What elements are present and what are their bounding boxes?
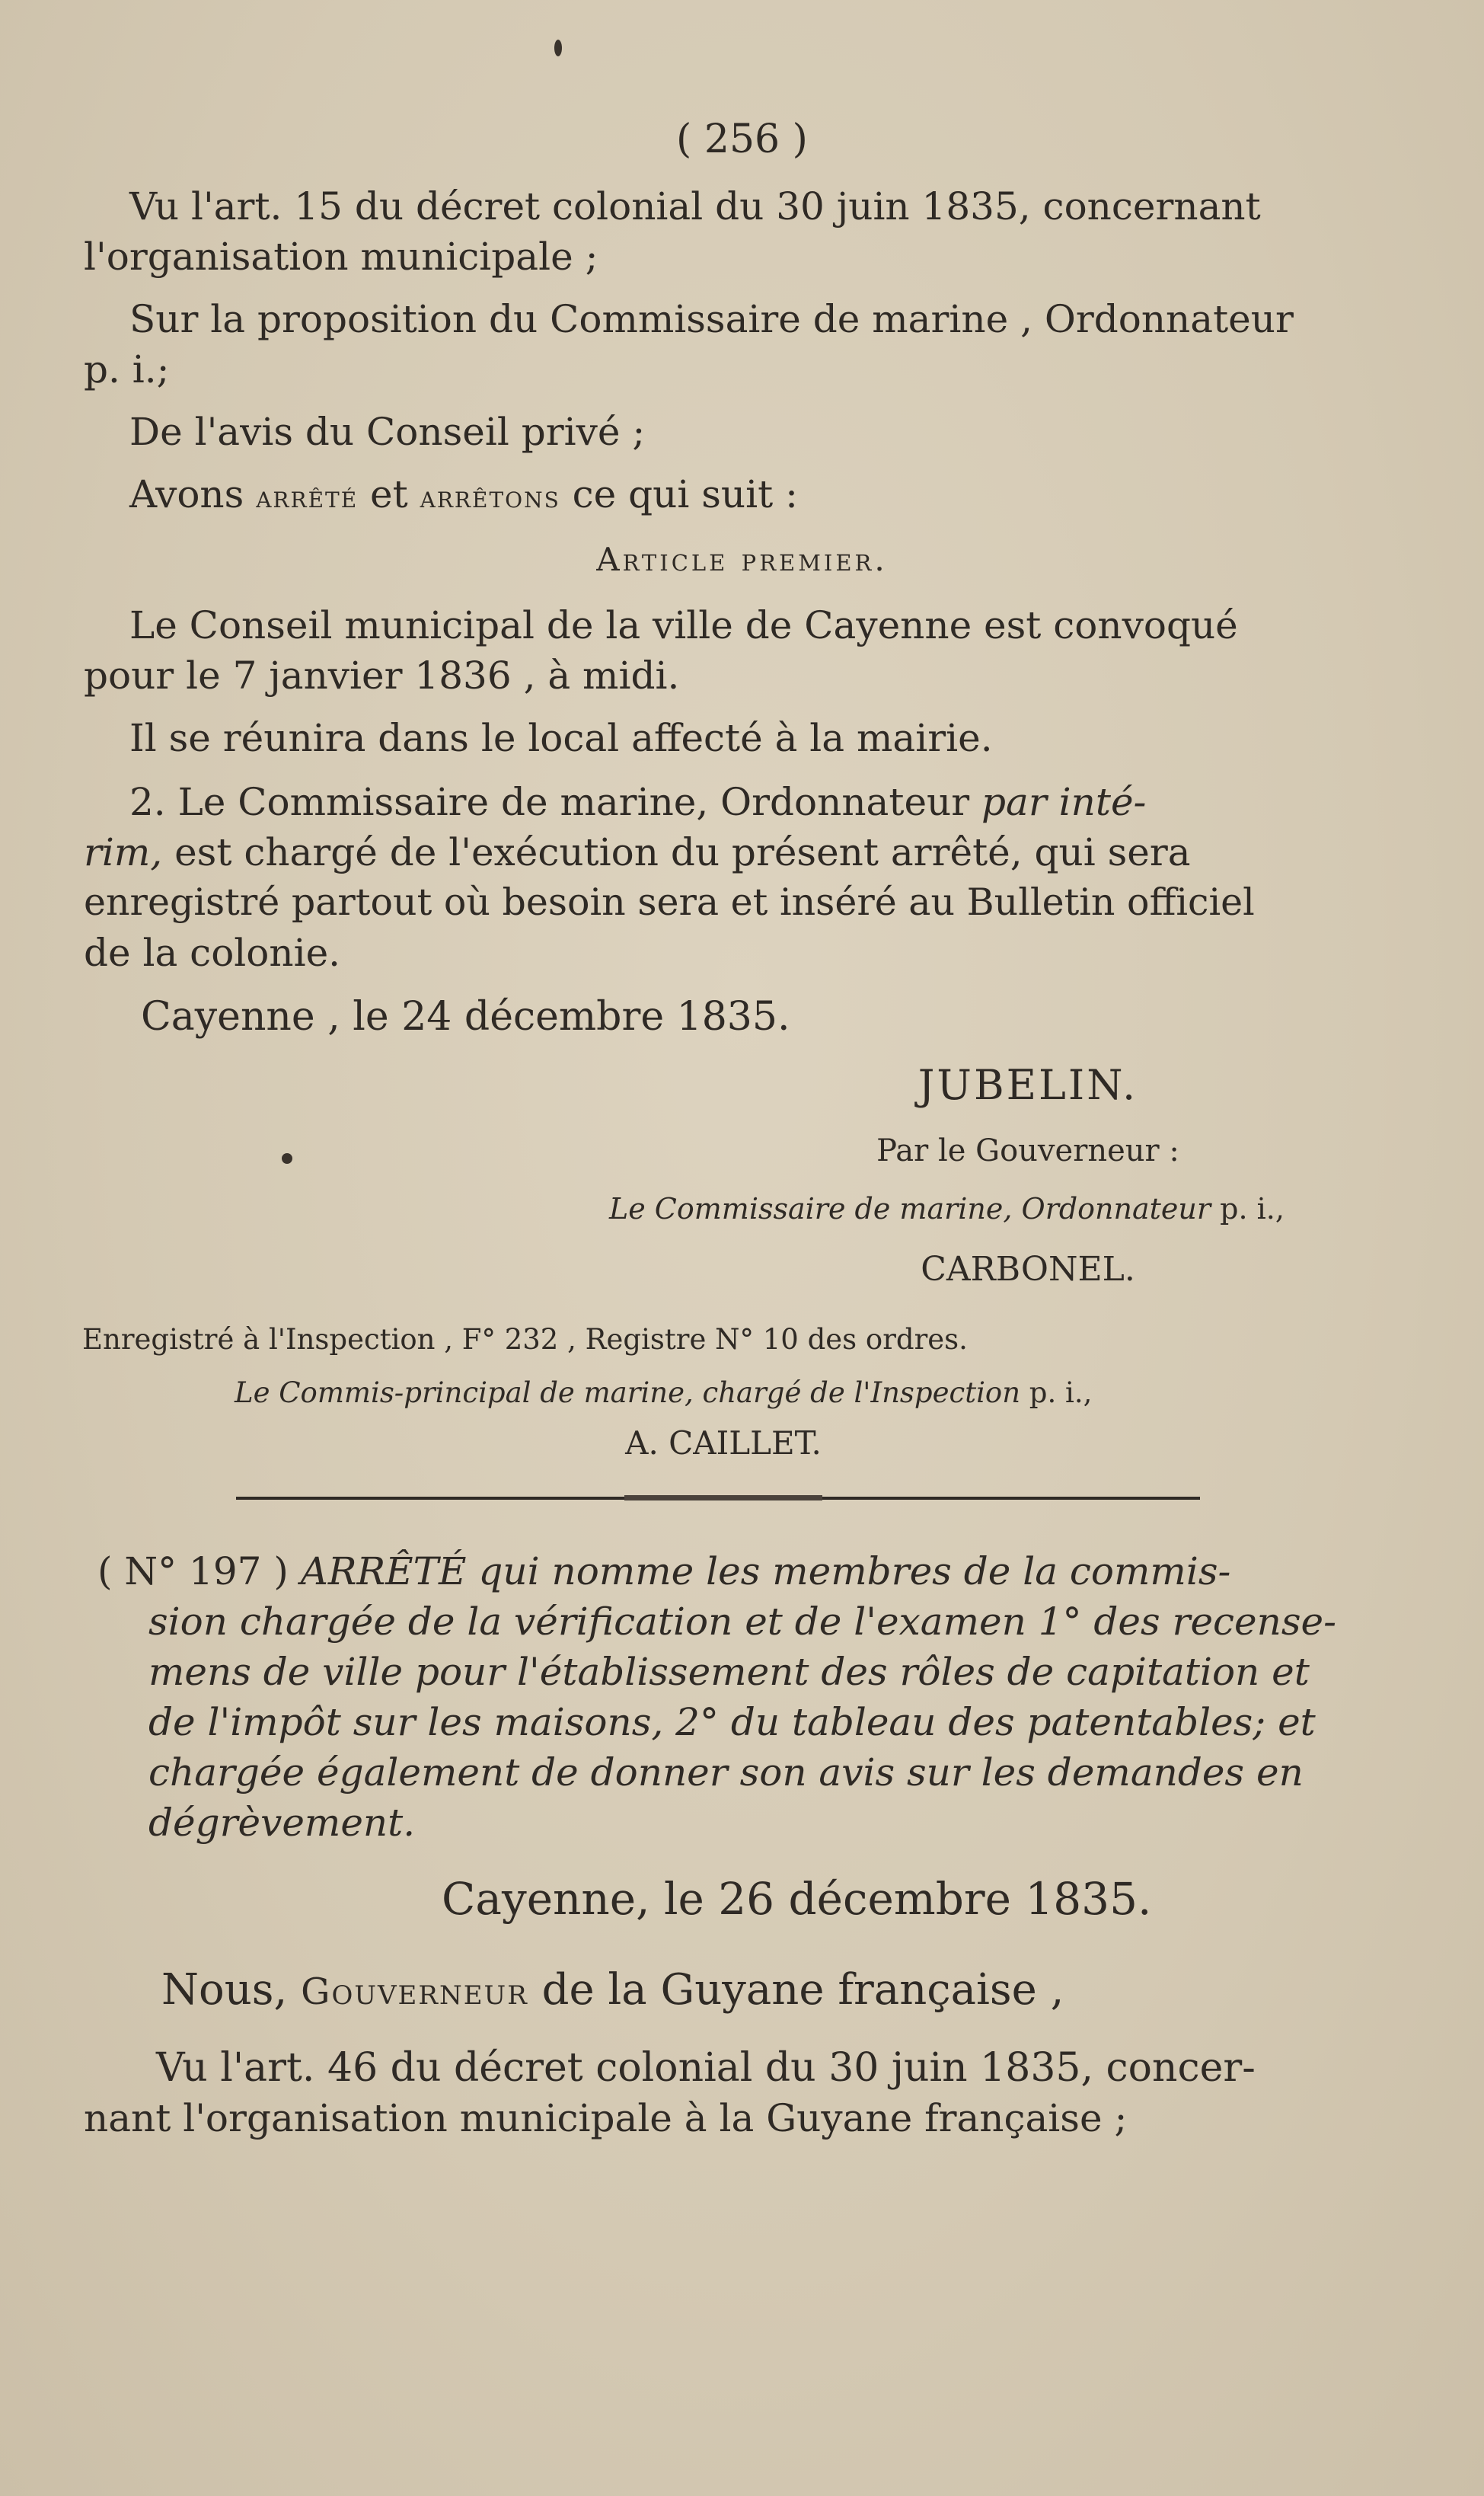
text-span: rim, (84, 830, 163, 874)
date-line: Cayenne, le 26 décembre 1835. (442, 1873, 1152, 1925)
ink-mark (554, 40, 562, 56)
signature-governor: JUBELIN. (918, 1061, 1138, 1109)
text-span: Le Commissaire de marine, Ordonnateur (609, 1192, 1211, 1226)
decree-title-line (97, 1546, 1346, 1596)
text-span: 2. Le Commissaire de marine, Ordonnateur (129, 780, 982, 824)
text-span: arrêtons (420, 480, 560, 515)
text-span: Le Commis-principal de marine, chargé de l'Inspection (235, 1376, 1021, 1409)
governor-heading (161, 1965, 1380, 2017)
by-governor-line: Par le Gouverneur : (876, 1133, 1179, 1168)
commis-line (235, 1368, 1300, 1418)
text-line (129, 777, 1317, 827)
text-span: par inté- (981, 780, 1147, 824)
text-line: de la colonie. (84, 931, 341, 975)
ink-mark (282, 1153, 292, 1164)
date-line: Cayenne , le 24 décembre 1835. (141, 994, 790, 1040)
text-span: et (358, 472, 420, 516)
section-divider-heavy (624, 1495, 822, 1500)
text-line: De l'avis du Conseil privé ; (129, 410, 646, 454)
signature-carbonel: CARBONEL. (921, 1250, 1135, 1289)
text-line: pour le 7 janvier 1836 , à midi. (84, 654, 680, 698)
registration-line: Enregistré à l'Inspection , F° 232 , Registre N° 10 des ordres. (82, 1323, 968, 1356)
text-line: p. i.; (84, 347, 170, 391)
text-span: Nous, (161, 1965, 302, 2015)
text-line: nant l'organisation municipale à la Guyane française ; (84, 2096, 1128, 2140)
page-number: ( 256 ) (676, 117, 808, 162)
text-span: est chargé de l'exécution du présent arrêté, qui sera (162, 830, 1191, 874)
article-heading: Article premier. (596, 541, 888, 578)
decree-title-line: chargée également de donner son avis sur les demandes en (148, 1750, 1304, 1794)
text-span: Avons (129, 472, 257, 516)
text-span: p. i., (1211, 1192, 1285, 1226)
text-span: ( N° 197 ) (97, 1549, 301, 1593)
text-line: Il se réunira dans le local affecté à la mairie. (129, 716, 993, 760)
text-span: de la Guyane française , (528, 1965, 1064, 2015)
text-span: p. i., (1020, 1376, 1093, 1409)
text-line: Vu l'art. 46 du décret colonial du 30 juin 1835, concer- (156, 2045, 1256, 2091)
decree-title-line: sion chargée de la vérification et de l'examen 1° des recense- (148, 1600, 1336, 1644)
decree-title-line: dégrèvement. (148, 1801, 416, 1845)
decree-title-line: mens de ville pour l'établissement des rôles de capitation et (148, 1650, 1310, 1694)
signature-caillet: A. CAILLET. (625, 1424, 822, 1462)
commissaire-line (609, 1184, 1447, 1234)
text-line (84, 827, 1317, 877)
text-line: l'organisation municipale ; (84, 235, 598, 279)
text-span: Gouverneur (301, 1970, 528, 2013)
text-line: Le Conseil municipal de la ville de Cayenne est convoqué (129, 603, 1238, 647)
decree-title-line: de l'impôt sur les maisons, 2° du tableau des patentables; et (148, 1700, 1316, 1744)
text-line (129, 469, 1317, 523)
text-line: enregistré partout où besoin sera et inséré au Bulletin officiel (84, 880, 1255, 924)
text-span: ARRÊTÉ qui nomme les membres de la commis- (300, 1549, 1231, 1593)
text-line: Vu l'art. 15 du décret colonial du 30 juin 1835, concernant (129, 184, 1261, 229)
text-span: ce qui suit : (560, 472, 798, 516)
text-line: Sur la proposition du Commissaire de marine , Ordonnateur (129, 297, 1294, 341)
text-span: arrêté (256, 480, 359, 515)
